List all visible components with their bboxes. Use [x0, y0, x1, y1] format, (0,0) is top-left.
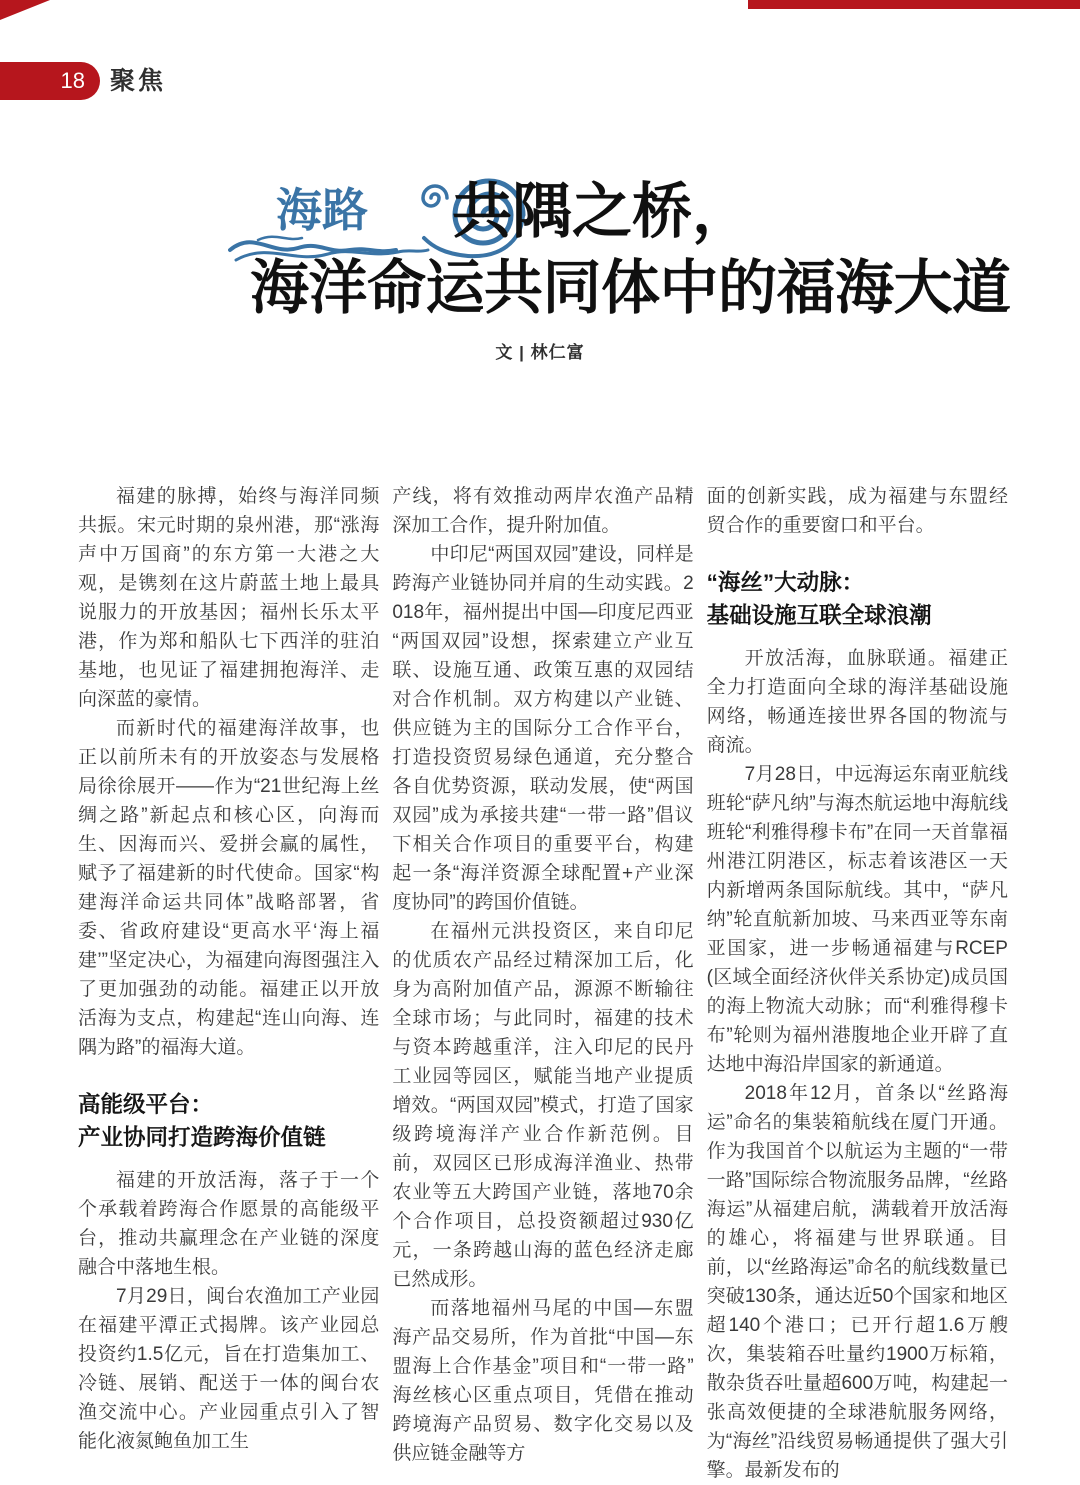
paragraph: 开放活海，血脉联通。福建正全力打造面向全球的海洋基础设施网络，畅通连接世界各国的物流与商流。 [706, 648, 1008, 756]
paragraph-continuation: 产线，将有效推动两岸农渔产品精深加工合作，提升附加值。 [392, 486, 694, 536]
paragraph: 而新时代的福建海洋故事，也正以前所未有的开放姿态与发展格局徐徐展开——作为“21世纪海上丝绸之路”新起点和核心区，向海而生、因海而兴、爱拼会赢的属性，赋予了福建新的时代使命。国家“构建海洋命运共同体”战略部署，省委、省政府建设“更高水平‘海上福建’”坚定决心，为福建向海图强注入了更加强劲的动能。福建正以开放活海为支点，构建起“连山向海、连隅为路”的福海大道。 [78, 718, 380, 1058]
page-number-badge [0, 62, 100, 100]
paragraph: 7月29日，闽台农渔加工产业园在福建平潭正式揭牌。该产业园总投资约1.5亿元，旨在打造集加工、冷链、展销、配送于一体的闽台农渔交流中心。产业园重点引入了智能化液氮鲍鱼加工生 [78, 1286, 380, 1452]
subheading-line: 高能级平台： [78, 1092, 214, 1117]
paragraph: 7月28日，中远海运东南亚航线班轮“萨凡纳”与海杰航运地中海航线班轮“利雅得穆卡布”在同一天首靠福州港江阴港区，标志着该港区一天内新增两条国际航线。其中，“萨凡纳”轮直航新加坡、马来西亚等东南亚国家，进一步畅通福建与RCEP(区域全面经济伙伴关系协定)成员国的海上物流大动脉；而“利雅得穆卡布”轮则为福州港腹地企业开辟了直达地中海沿岸国家的新通道。 [706, 764, 1008, 1075]
corner-accent-right [748, 0, 1080, 9]
subheading-line: “海丝”大动脉： [706, 570, 865, 595]
paragraph-continuation: 面的创新实践，成为福建与东盟经贸合作的重要窗口和平台。 [706, 486, 1008, 536]
section-label: 聚焦 [110, 67, 167, 95]
paragraph: 在福州元洪投资区，来自印尼的优质农产品经过精深加工后，化身为高附加值产品，源源不断输往全球市场；与此同时，福建的技术与资本跨越重洋，注入印尼的民丹工业园等园区，赋能当地产业提质增效。“两国双园”模式，打造了国家级跨境海洋产业合作新范例。目前，双园区已形成海洋渔业、热带农业等五大跨国产业链，落地70余个合作项目，总投资额超过930亿元，一条跨越山海的蓝色经济走廊已然成形。 [392, 921, 694, 1290]
paragraph: 福建的开放活海，落子于一个个承载着跨海合作愿景的高能级平台，推动共赢理念在产业链的深度融合中落地生根。 [78, 1170, 380, 1278]
text-column-1 [78, 482, 379, 1485]
article-body [78, 482, 1008, 1485]
byline: 文 | 林仁富 [495, 343, 585, 362]
wave-line-3 [258, 237, 302, 240]
paragraph: 2018年12月，首条以“丝路海运”命名的集装箱航线在厦门开通。作为我国首个以航运为主题的“一带一路”国际综合物流服务品牌，“丝路海运”从福建启航，满载着开放活海的雄心，将福建与世界联通。目前，以“丝路海运”命名的航线数量已突破130条，通达近50个国家和地区超140个港口；已开行超1.6万艘次，集装箱吞吐量约1900万标箱，散杂货吞吐量超600万吨，构建起一张高效便捷的全球港航服务网络，为“海丝”沿线贸易畅通提供了强大引擎。最新发布的 [706, 1083, 1008, 1481]
wave-small-curl [423, 186, 447, 206]
page-number: 18 [60, 68, 85, 93]
subheading-platforms [78, 1088, 379, 1154]
subheading-maritime-silk-road [707, 566, 1008, 632]
corner-accent-left [0, 0, 50, 20]
article-title-line1: 共隅之桥， [452, 178, 752, 245]
paragraph: 中印尼“两国双园”建设，同样是跨海产业链协同并肩的生动实践。2018年，福州提出中国—印度尼西亚“两国双园”设想，探索建立产业互联、设施互通、政策互惠的双园结对合作机制。双方构建以产业链、供应链为主的国际分工合作平台，打造投资贸易绿色通道，充分整合各自优势资源，联动发展，使“两国双园”成为承接共建“一带一路”倡议下相关合作项目的重要平台，构建起一条“海洋资源全球配置+产业深度协同”的跨国价值链。 [392, 544, 694, 913]
text-column-3 [707, 482, 1008, 1485]
text-column-2 [392, 482, 693, 1485]
logo-text: 海路 [276, 184, 368, 236]
article-title-line2: 海洋命运共同体中的福海大道 [250, 255, 1011, 321]
subheading-line: 产业协同打造跨海价值链 [78, 1125, 326, 1150]
paragraph: 福建的脉搏，始终与海洋同频共振。宋元时期的泉州港，那“涨海声中万国商”的东方第一大港之大观，是镌刻在这片蔚蓝土地上最具说服力的开放基因；福州长乐太平港，作为郑和船队七下西洋的驻泊基地，也见证了福建拥抱海洋、走向深蓝的豪情。 [78, 486, 380, 710]
subheading-line: 基础设施互联全球浪潮 [706, 603, 932, 628]
paragraph: 而落地福州马尾的中国—东盟海产品交易所，作为首批“中国—东盟海上合作基金”项目和“一带一路”海丝核心区重点项目，凭借在推动跨境海产品贸易、数字化交易以及供应链金融等方 [392, 1298, 694, 1464]
